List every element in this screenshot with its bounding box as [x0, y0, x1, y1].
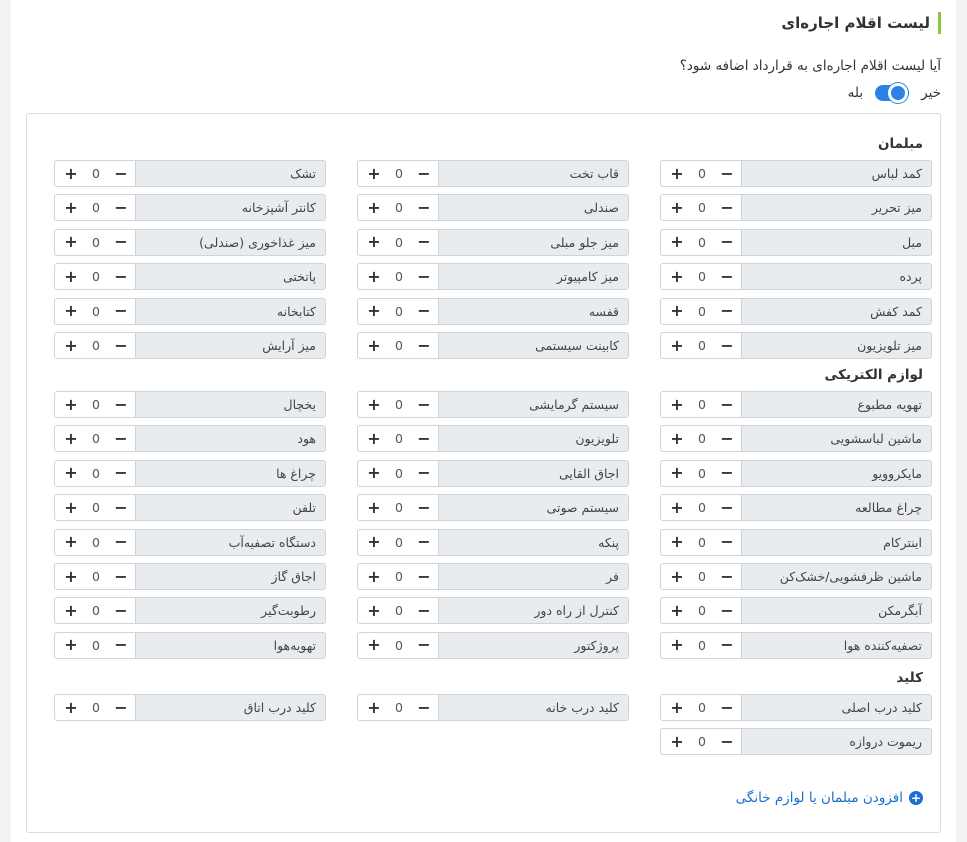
quantity-stepper [661, 392, 741, 417]
quantity-stepper [358, 426, 438, 451]
increment-button[interactable]: + [367, 232, 381, 252]
quantity-stepper [661, 695, 741, 720]
item-label: رطوبت‌گیر [135, 598, 325, 623]
item-label: ماشین لباسشویی [741, 426, 931, 451]
quantity-value[interactable]: 0 [698, 166, 706, 181]
increment-button[interactable]: + [64, 497, 78, 517]
item-stepper-row [357, 194, 629, 221]
decrement-button[interactable]: − [417, 532, 431, 552]
decrement-button[interactable]: − [417, 635, 431, 655]
item-label: میز تحریر [741, 195, 931, 220]
item-label: تهویه‌هوا [135, 633, 325, 658]
increment-button[interactable]: + [64, 197, 78, 217]
decrement-button[interactable]: − [114, 532, 128, 552]
decrement-button[interactable]: − [417, 301, 431, 321]
quantity-stepper [55, 598, 135, 623]
item-stepper-row [54, 332, 326, 359]
quantity-value[interactable]: 0 [92, 500, 100, 516]
item-stepper-row [357, 694, 629, 721]
item-label: پنکه [438, 530, 628, 555]
item-label: مبل [741, 230, 931, 255]
section-title: مبلمان [877, 136, 923, 152]
increment-button[interactable]: + [367, 301, 381, 321]
item-label: فر [438, 564, 628, 589]
quantity-stepper [55, 333, 135, 358]
quantity-value[interactable]: 0 [395, 637, 403, 653]
item-stepper-row [357, 563, 629, 590]
item-label: سیستم صوتی [438, 495, 628, 520]
item-stepper-row [54, 529, 326, 556]
quantity-stepper [55, 161, 135, 186]
increment-button[interactable]: + [367, 463, 381, 483]
item-stepper-row [357, 229, 629, 256]
decrement-button[interactable]: − [720, 697, 734, 717]
item-label: اجاق گاز [135, 564, 325, 589]
page-title: لیست اقلام اجاره‌ای [781, 14, 930, 32]
quantity-value[interactable]: 0 [92, 534, 100, 550]
quantity-value[interactable]: 0 [698, 700, 706, 715]
increment-button[interactable]: + [670, 335, 684, 355]
quantity-stepper [55, 299, 135, 324]
quantity-value[interactable]: 0 [698, 269, 706, 285]
quantity-stepper [358, 598, 438, 623]
item-stepper-row [357, 160, 629, 187]
item-stepper-row [357, 391, 629, 418]
quantity-stepper [358, 264, 438, 289]
decrement-button[interactable]: − [417, 335, 431, 355]
item-label: تلفن [135, 495, 325, 520]
quantity-stepper [661, 495, 741, 520]
decrement-button[interactable]: − [720, 532, 734, 552]
include-items-toggle-row [848, 83, 941, 103]
item-stepper-row [660, 460, 932, 487]
item-label: میز کامپیوتر [438, 264, 628, 289]
quantity-value[interactable]: 0 [395, 200, 403, 216]
item-label: ریموت دروازه [741, 729, 931, 754]
decrement-button[interactable]: − [114, 600, 128, 620]
quantity-stepper [55, 633, 135, 658]
quantity-stepper [661, 598, 741, 623]
item-label: اینترکام [741, 530, 931, 555]
item-label: کنترل از راه دور [438, 598, 628, 623]
quantity-stepper [55, 461, 135, 486]
quantity-stepper [661, 333, 741, 358]
item-stepper-row [357, 425, 629, 452]
decrement-button[interactable]: − [720, 335, 734, 355]
increment-button[interactable]: + [64, 232, 78, 252]
quantity-value[interactable]: 0 [395, 338, 403, 353]
decrement-button[interactable]: − [114, 301, 128, 321]
item-stepper-row [54, 298, 326, 325]
quantity-stepper [358, 564, 438, 589]
increment-button[interactable]: + [367, 266, 381, 286]
decrement-button[interactable]: − [720, 635, 734, 655]
item-label: تلویزیون [438, 426, 628, 451]
plus-circle-icon: + [910, 791, 922, 805]
item-label: کتابخانه [135, 299, 325, 324]
quantity-value[interactable]: 0 [92, 234, 100, 250]
quantity-stepper [55, 426, 135, 451]
quantity-value[interactable]: 0 [92, 397, 100, 412]
decrement-button[interactable]: − [720, 566, 734, 586]
quantity-stepper [661, 264, 741, 289]
section-title: کلید [896, 670, 923, 686]
increment-button[interactable]: + [670, 600, 684, 620]
quantity-value[interactable]: 0 [698, 200, 706, 216]
decrement-button[interactable]: − [417, 697, 431, 717]
decrement-button[interactable]: − [417, 428, 431, 448]
item-label: کمد کفش [741, 299, 931, 324]
item-stepper-row [357, 263, 629, 290]
increment-button[interactable]: + [64, 266, 78, 286]
item-label: کابینت سیستمی [438, 333, 628, 358]
item-stepper-row [54, 494, 326, 521]
quantity-value[interactable]: 0 [395, 500, 403, 516]
item-label: تهویه مطبوع [741, 392, 931, 417]
decrement-button[interactable]: − [114, 197, 128, 217]
decrement-button[interactable]: − [417, 394, 431, 414]
item-stepper-row [660, 160, 932, 187]
decrement-button[interactable]: − [417, 600, 431, 620]
increment-button[interactable]: + [367, 197, 381, 217]
quantity-value[interactable]: 0 [92, 303, 100, 319]
increment-button[interactable]: + [64, 335, 78, 355]
increment-button[interactable]: + [367, 428, 381, 448]
item-stepper-row [660, 529, 932, 556]
quantity-value[interactable]: 0 [698, 303, 706, 319]
decrement-button[interactable]: − [720, 163, 734, 183]
item-label: ماشین ظرفشویی/خشک‌کن [741, 564, 931, 589]
decrement-button[interactable]: − [720, 463, 734, 483]
decrement-button[interactable]: − [114, 232, 128, 252]
increment-button[interactable]: + [64, 463, 78, 483]
increment-button[interactable]: + [670, 301, 684, 321]
item-stepper-row [54, 391, 326, 418]
quantity-value[interactable]: 0 [92, 700, 100, 715]
quantity-value[interactable]: 0 [92, 338, 100, 353]
item-label: قفسه [438, 299, 628, 324]
quantity-value[interactable]: 0 [395, 465, 403, 481]
quantity-value[interactable]: 0 [698, 465, 706, 481]
decrement-button[interactable]: − [114, 428, 128, 448]
item-stepper-row [54, 263, 326, 290]
increment-button[interactable]: + [64, 532, 78, 552]
decrement-button[interactable]: − [417, 232, 431, 252]
quantity-stepper [358, 392, 438, 417]
item-stepper-row [357, 597, 629, 624]
item-label: دستگاه تصفیه‌آب [135, 530, 325, 555]
item-label: پرده [741, 264, 931, 289]
quantity-value[interactable]: 0 [395, 303, 403, 319]
item-stepper-row [660, 563, 932, 590]
decrement-button[interactable]: − [417, 566, 431, 586]
quantity-value[interactable]: 0 [92, 569, 100, 584]
item-label: اجاق القایی [438, 461, 628, 486]
increment-button[interactable]: + [64, 428, 78, 448]
decrement-button[interactable]: − [720, 232, 734, 252]
quantity-stepper [358, 495, 438, 520]
increment-button[interactable]: + [670, 163, 684, 183]
quantity-stepper [661, 564, 741, 589]
item-stepper-row [660, 728, 932, 755]
item-stepper-row [357, 529, 629, 556]
increment-button[interactable]: + [670, 497, 684, 517]
items-card [26, 113, 941, 833]
item-label: میز غذاخوری (صندلی) [135, 230, 325, 255]
item-stepper-row [660, 263, 932, 290]
increment-button[interactable]: + [670, 197, 684, 217]
quantity-value[interactable]: 0 [395, 397, 403, 412]
quantity-stepper [55, 530, 135, 555]
increment-button[interactable]: + [64, 301, 78, 321]
decrement-button[interactable]: − [114, 266, 128, 286]
item-stepper-row [357, 460, 629, 487]
increment-button[interactable]: + [670, 566, 684, 586]
quantity-stepper [358, 461, 438, 486]
include-items-toggle[interactable] [875, 85, 909, 101]
quantity-value[interactable]: 0 [698, 234, 706, 250]
quantity-stepper [358, 633, 438, 658]
item-stepper-row [54, 694, 326, 721]
decrement-button[interactable]: − [417, 163, 431, 183]
increment-button[interactable]: + [670, 232, 684, 252]
increment-button[interactable]: + [367, 335, 381, 355]
quantity-value[interactable]: 0 [92, 166, 100, 181]
item-label: میز تلویزیون [741, 333, 931, 358]
item-stepper-row [660, 425, 932, 452]
item-label: چراغ مطالعه [741, 495, 931, 520]
quantity-value[interactable]: 0 [698, 431, 706, 447]
quantity-value[interactable]: 0 [92, 465, 100, 481]
item-label: چراغ ها [135, 461, 325, 486]
quantity-stepper [661, 633, 741, 658]
quantity-value[interactable]: 0 [92, 431, 100, 447]
item-stepper-row [660, 632, 932, 659]
item-stepper-row [660, 229, 932, 256]
increment-button[interactable]: + [367, 394, 381, 414]
decrement-button[interactable]: − [720, 197, 734, 217]
quantity-stepper [661, 530, 741, 555]
toggle-no-label[interactable]: خیر [921, 85, 941, 101]
increment-button[interactable]: + [64, 635, 78, 655]
increment-button[interactable]: + [670, 266, 684, 286]
quantity-stepper [358, 299, 438, 324]
item-label: پاتختی [135, 264, 325, 289]
quantity-value[interactable]: 0 [698, 397, 706, 412]
quantity-value[interactable]: 0 [395, 534, 403, 550]
increment-button[interactable]: + [64, 163, 78, 183]
item-stepper-row [54, 563, 326, 590]
quantity-value[interactable]: 0 [698, 603, 706, 619]
quantity-value[interactable]: 0 [698, 569, 706, 584]
quantity-stepper [661, 729, 741, 754]
quantity-value[interactable]: 0 [395, 269, 403, 285]
increment-button[interactable]: + [64, 566, 78, 586]
increment-button[interactable]: + [670, 428, 684, 448]
item-stepper-row [357, 632, 629, 659]
title-accent-bar [938, 12, 941, 34]
item-label: مایکروویو [741, 461, 931, 486]
item-label: قاب تخت [438, 161, 628, 186]
add-item-link[interactable] [736, 790, 923, 806]
decrement-button[interactable]: − [114, 697, 128, 717]
item-label: کانتر آشپزخانه [135, 195, 325, 220]
increment-button[interactable]: + [670, 463, 684, 483]
quantity-value[interactable]: 0 [92, 603, 100, 619]
decrement-button[interactable]: − [720, 731, 734, 751]
quantity-value[interactable]: 0 [395, 234, 403, 250]
item-stepper-row [660, 597, 932, 624]
decrement-button[interactable]: − [114, 463, 128, 483]
increment-button[interactable]: + [367, 600, 381, 620]
increment-button[interactable]: + [64, 394, 78, 414]
increment-button[interactable]: + [367, 697, 381, 717]
item-stepper-row [660, 694, 932, 721]
increment-button[interactable]: + [670, 532, 684, 552]
quantity-value[interactable]: 0 [395, 700, 403, 715]
quantity-stepper [661, 426, 741, 451]
quantity-value[interactable]: 0 [92, 269, 100, 285]
decrement-button[interactable]: − [417, 463, 431, 483]
item-stepper-row [54, 632, 326, 659]
quantity-value[interactable]: 0 [698, 500, 706, 516]
decrement-button[interactable]: − [720, 428, 734, 448]
quantity-value[interactable]: 0 [92, 637, 100, 653]
quantity-value[interactable]: 0 [395, 569, 403, 584]
item-label: پروژکتور [438, 633, 628, 658]
item-label: کمد لباس [741, 161, 931, 186]
decrement-button[interactable]: − [417, 266, 431, 286]
decrement-button[interactable]: − [720, 394, 734, 414]
item-label: هود [135, 426, 325, 451]
section-title: لوازم الکتریکی [824, 367, 923, 383]
quantity-stepper [55, 392, 135, 417]
item-stepper-row [54, 425, 326, 452]
quantity-value[interactable]: 0 [698, 338, 706, 353]
quantity-stepper [661, 230, 741, 255]
item-label: سیستم گرمایشی [438, 392, 628, 417]
include-items-question: آیا لیست اقلام اجاره‌ای به قرارداد اضافه شود؟ [679, 58, 941, 74]
decrement-button[interactable]: − [114, 566, 128, 586]
increment-button[interactable]: + [64, 697, 78, 717]
increment-button[interactable]: + [367, 497, 381, 517]
increment-button[interactable]: + [367, 635, 381, 655]
item-label: میز جلو مبلی [438, 230, 628, 255]
add-item-label[interactable]: افزودن مبلمان یا لوازم خانگی [735, 790, 903, 806]
decrement-button[interactable]: − [114, 635, 128, 655]
quantity-stepper [55, 695, 135, 720]
quantity-value[interactable]: 0 [698, 534, 706, 550]
quantity-stepper [358, 161, 438, 186]
decrement-button[interactable]: − [114, 394, 128, 414]
decrement-button[interactable]: − [720, 301, 734, 321]
item-label: صندلی [438, 195, 628, 220]
item-label: کلید درب خانه [438, 695, 628, 720]
item-stepper-row [54, 597, 326, 624]
item-stepper-row [660, 298, 932, 325]
quantity-stepper [661, 195, 741, 220]
quantity-value[interactable]: 0 [92, 200, 100, 216]
section-header [781, 12, 941, 34]
quantity-value[interactable]: 0 [698, 637, 706, 653]
item-stepper-row [660, 194, 932, 221]
item-stepper-row [660, 494, 932, 521]
quantity-stepper [358, 695, 438, 720]
quantity-stepper [661, 299, 741, 324]
item-label: آبگرمکن [741, 598, 931, 623]
increment-button[interactable]: + [367, 566, 381, 586]
decrement-button[interactable]: − [417, 197, 431, 217]
decrement-button[interactable]: − [114, 497, 128, 517]
item-stepper-row [54, 194, 326, 221]
quantity-stepper [55, 495, 135, 520]
quantity-value[interactable]: 0 [395, 603, 403, 619]
quantity-stepper [358, 333, 438, 358]
quantity-stepper [55, 264, 135, 289]
decrement-button[interactable]: − [720, 266, 734, 286]
decrement-button[interactable]: − [720, 497, 734, 517]
item-label: کلید درب اصلی [741, 695, 931, 720]
increment-button[interactable]: + [670, 394, 684, 414]
quantity-stepper [55, 195, 135, 220]
increment-button[interactable]: + [670, 731, 684, 751]
item-label: یخچال [135, 392, 325, 417]
item-label: تصفیه‌کننده هوا [741, 633, 931, 658]
quantity-stepper [661, 461, 741, 486]
increment-button[interactable]: + [670, 635, 684, 655]
increment-button[interactable]: + [64, 600, 78, 620]
item-stepper-row [660, 391, 932, 418]
quantity-stepper [358, 530, 438, 555]
item-stepper-row [357, 332, 629, 359]
decrement-button[interactable]: − [114, 163, 128, 183]
item-label: تشک [135, 161, 325, 186]
item-stepper-row [54, 460, 326, 487]
quantity-value[interactable]: 0 [395, 431, 403, 447]
decrement-button[interactable]: − [720, 600, 734, 620]
item-stepper-row [357, 298, 629, 325]
quantity-stepper [358, 230, 438, 255]
increment-button[interactable]: + [367, 532, 381, 552]
toggle-yes-label[interactable]: بله [847, 85, 864, 101]
quantity-stepper [358, 195, 438, 220]
decrement-button[interactable]: − [417, 497, 431, 517]
increment-button[interactable]: + [367, 163, 381, 183]
quantity-value[interactable]: 0 [395, 166, 403, 181]
item-stepper-row [660, 332, 932, 359]
quantity-stepper [55, 230, 135, 255]
quantity-stepper [55, 564, 135, 589]
item-stepper-row [54, 229, 326, 256]
quantity-stepper [661, 161, 741, 186]
item-label: کلید درب اتاق [135, 695, 325, 720]
quantity-value[interactable]: 0 [698, 734, 706, 750]
item-stepper-row [54, 160, 326, 187]
increment-button[interactable]: + [670, 697, 684, 717]
decrement-button[interactable]: − [114, 335, 128, 355]
page [11, 0, 956, 842]
item-stepper-row [357, 494, 629, 521]
item-label: میز آرایش [135, 333, 325, 358]
toggle-knob[interactable] [888, 83, 908, 103]
